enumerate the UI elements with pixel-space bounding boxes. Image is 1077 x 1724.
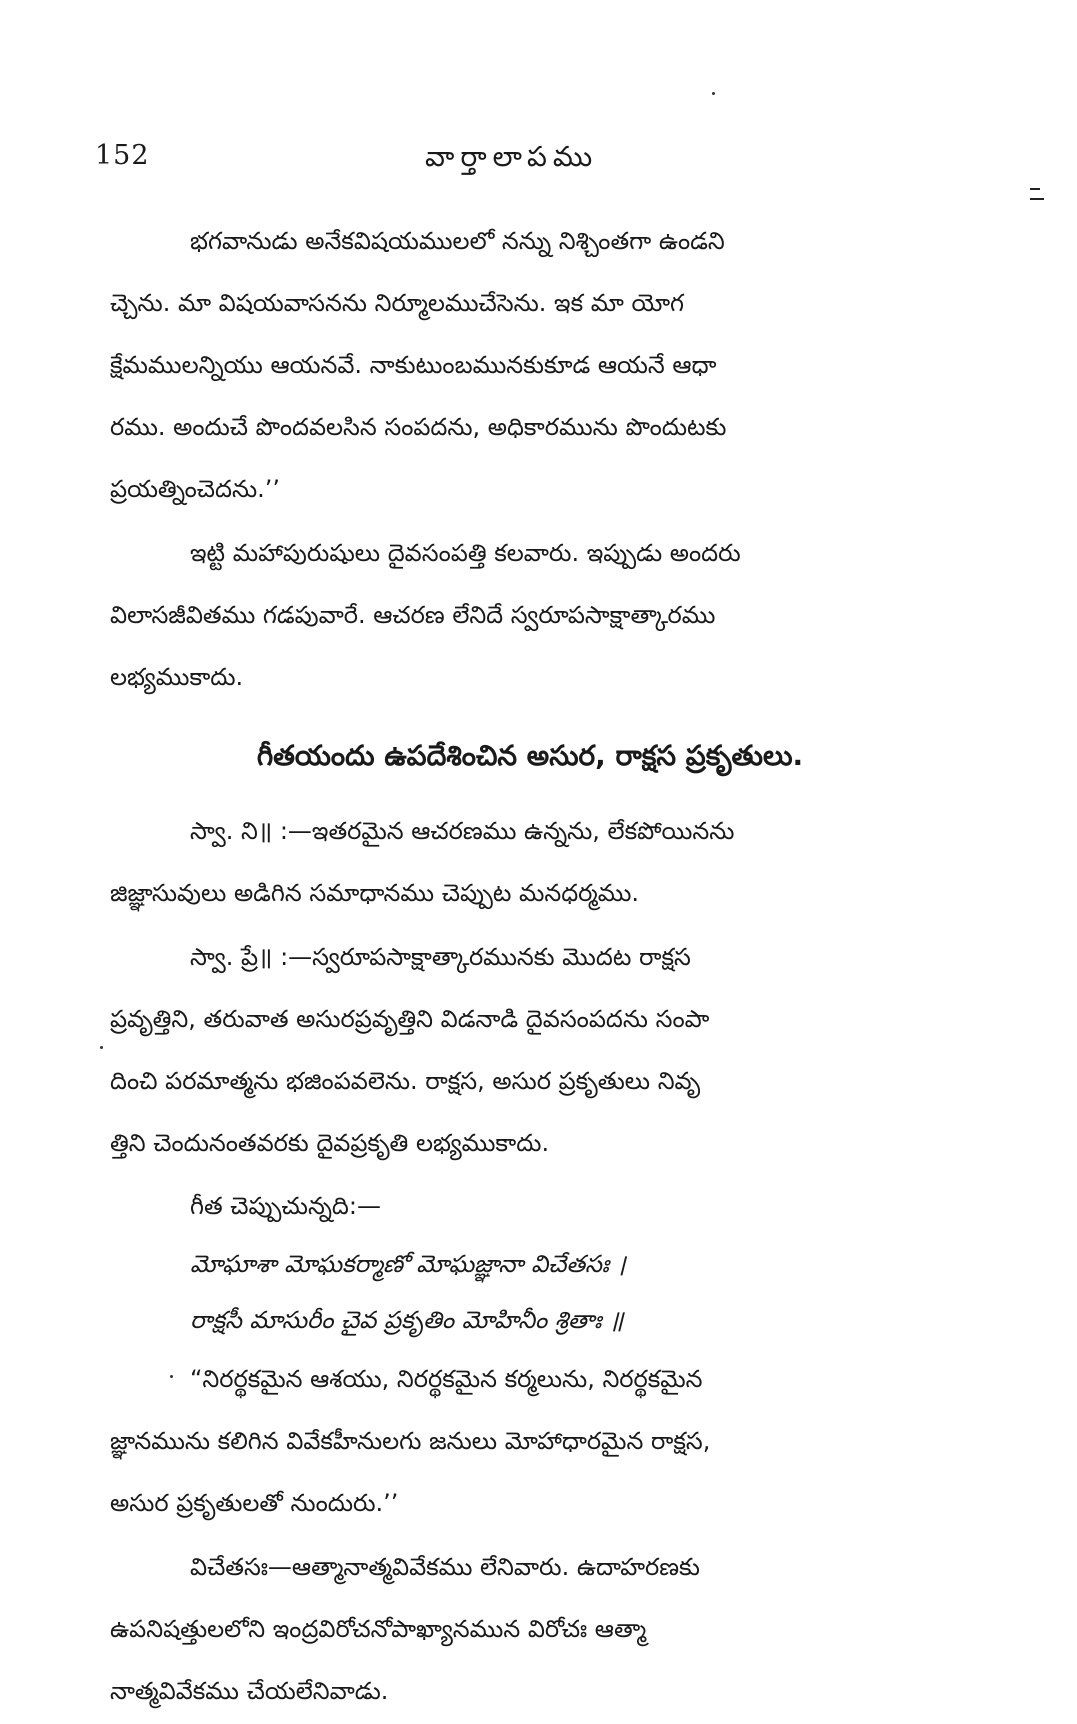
text-line: “నిరర్థకమైన ఆశయు, నిరర్థకమైన కర్మలును, నిరర్థకమైన <box>190 1365 703 1393</box>
paragraph-3 <box>110 800 950 924</box>
paragraph-4 <box>110 926 950 1174</box>
margin-mark <box>1030 188 1044 210</box>
verse-line: మోఘాశా మోఘకర్మాణో మోఘజ్ఞానా విచేతసః । <box>190 1250 626 1278</box>
paragraph-5 <box>110 1348 950 1534</box>
text-line: ప్రయత్నించెదను.’’ <box>110 475 281 503</box>
section-heading: గీతయందు ఉపదేశించిన అసుర, రాక్షస ప్రకృతులు. <box>256 739 804 772</box>
text-line: నాత్మవివేకము చేయలేనివాడు. <box>110 1677 389 1705</box>
text-line: లభ్యముకాదు. <box>110 663 244 691</box>
text-line: క్షేమములన్నియు ఆయనవే. నాకుటుంబమునకుకూడ ఆయనే ఆధా <box>110 351 717 379</box>
speck <box>100 1046 103 1049</box>
running-title: వార్తాలాపము <box>425 140 599 173</box>
verse-line: రాక్షసీ మాసురీం చైవ ప్రకృతిం మోహినీం శ్రితాః ॥ <box>190 1306 624 1334</box>
paragraph-1 <box>110 210 950 520</box>
text-line: జిజ్ఞాసువులు అడిగిన సమాధానము చెప్పుట మనధర్మము. <box>110 879 640 907</box>
text-line: అసుర ప్రకృతులతో నుందురు.’’ <box>110 1489 399 1517</box>
text-line: స్వా. ప్రే॥ :—స్వరూపసాక్షాత్కారమునకు మొదట రాక్షస <box>190 943 691 971</box>
text-line: రము. అందుచే పొందవలసిన సంపదను, అధికారమును పొందుటకు <box>110 413 727 441</box>
page-number: 152 <box>95 140 150 171</box>
page-header <box>95 140 945 180</box>
text-line: దించి పరమాత్మను భజింపవలెను. రాక్షస, అసుర ప్రకృతులు నివృ <box>110 1067 701 1095</box>
quote-intro: గీత చెప్పుచున్నది:— <box>190 1192 381 1220</box>
text-line: ప్రవృత్తిని, తరువాత అసురప్రవృత్తిని విడనాడి దైవసంపదను సంపా <box>110 1005 710 1033</box>
text-line: విచేతసః—ఆత్మానాత్మవివేకము లేనివారు. ఉదాహరణకు <box>190 1553 700 1581</box>
speck <box>712 92 715 95</box>
body-text <box>110 210 950 1724</box>
text-line: స్వా. ని॥ :—ఇతరమైన ఆచరణము ఉన్నను, లేకపోయినను <box>190 817 735 845</box>
paragraph-6 <box>110 1536 950 1722</box>
text-line: విలాసజీవితము గడపువారే. ఆచరణ లేనిదే స్వరూపసాక్షాత్కారము <box>110 601 716 629</box>
sanskrit-verse <box>110 1236 950 1348</box>
text-line: త్తిని చెందునంతవరకు దైవప్రకృతి లభ్యముకాదు. <box>110 1129 550 1157</box>
paragraph-2 <box>110 522 950 708</box>
text-line: ఉపనిషత్తులలోని ఇంద్రవిరోచనోపాఖ్యానమున విరోచః ఆత్మా <box>110 1615 647 1643</box>
text-line: ఇట్టి మహాపురుషులు దైవసంపత్తి కలవారు. ఇప్పుడు అందరు <box>190 539 741 567</box>
text-line: జ్ఞానమును కలిగిన వివేకహీనులగు జనులు మోహాధారమైన రాక్షస, <box>110 1427 711 1455</box>
text-line: చ్చెను. మా విషయవాసనను నిర్మూలముచేసెను. ఇక మా యోగ <box>110 289 685 317</box>
text-line: భగవానుడు అనేకవిషయములలో నన్ను నిశ్చింతగా ఉండని <box>190 227 725 255</box>
